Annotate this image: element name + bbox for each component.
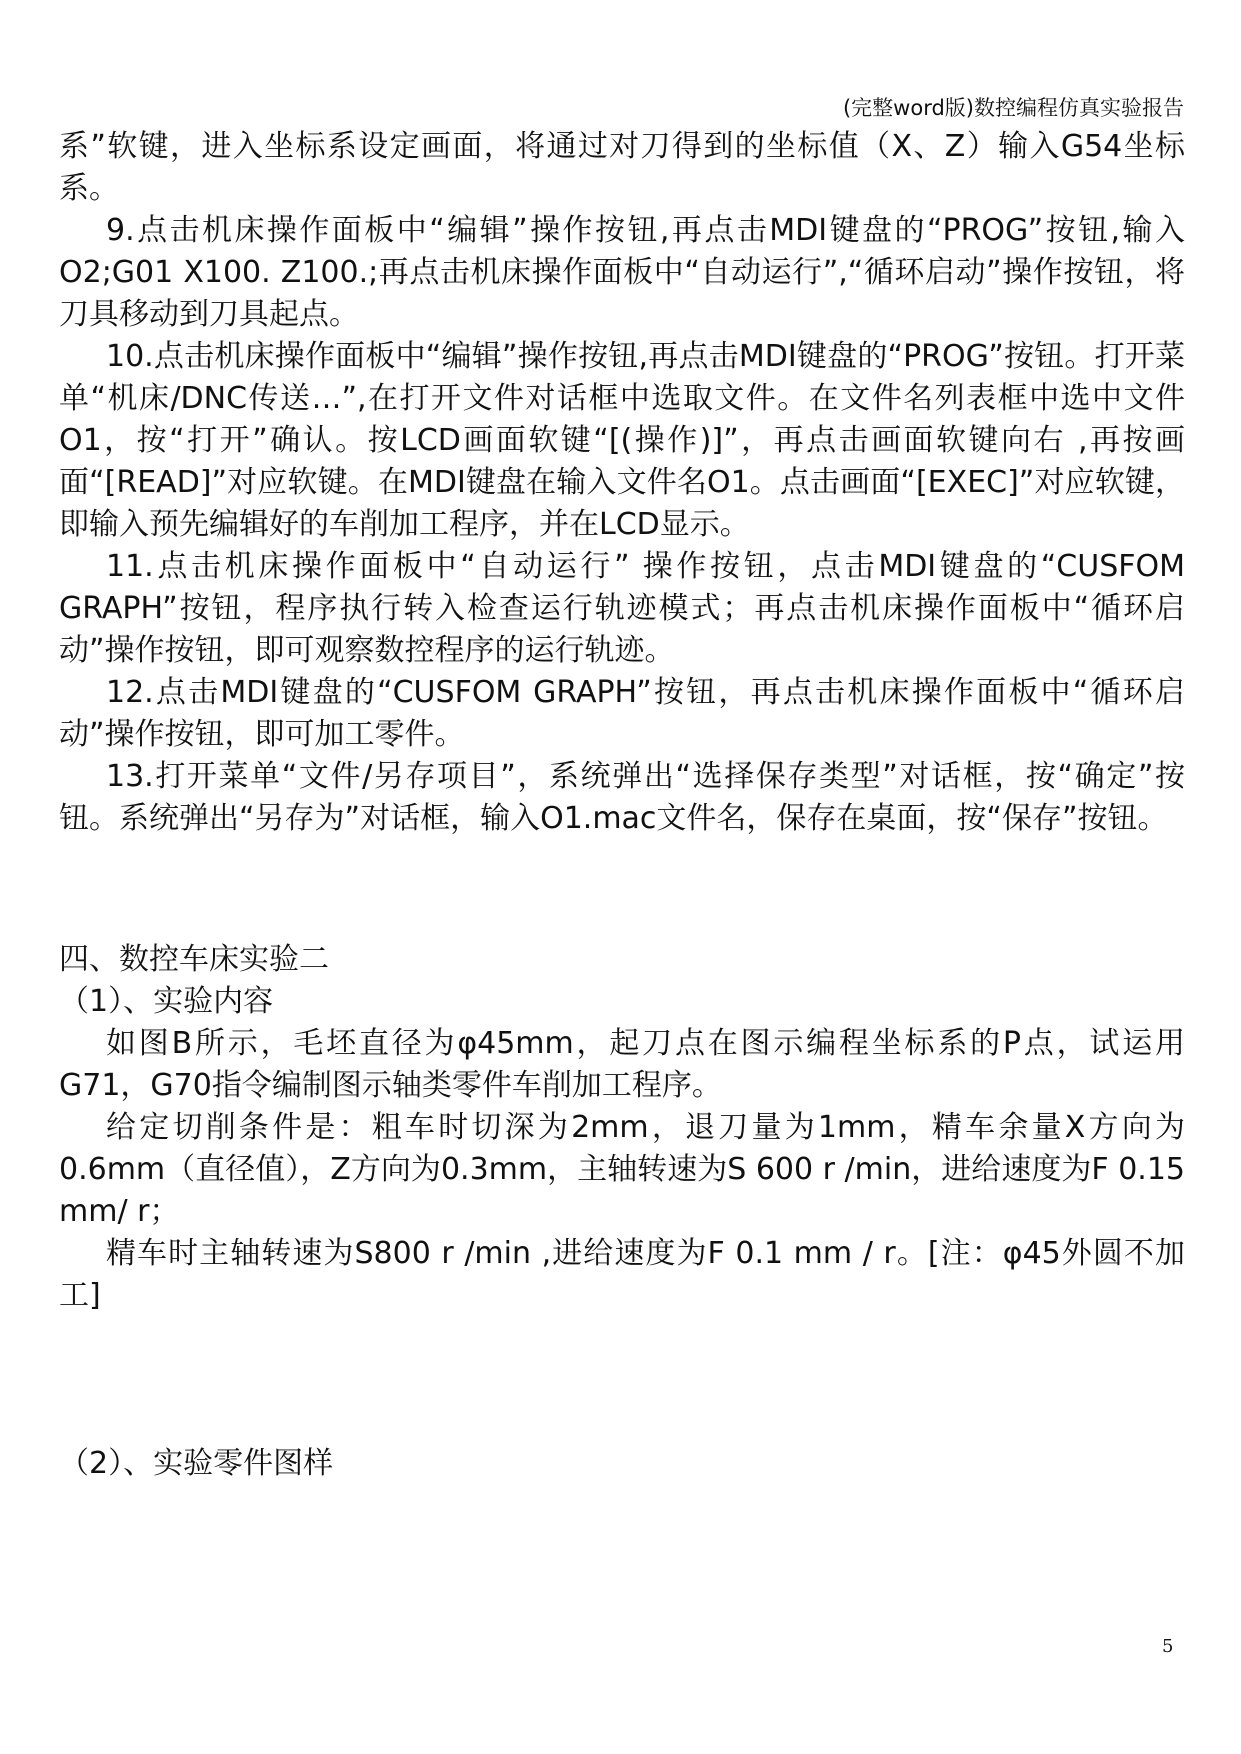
step-9-paragraph: 9.点击机床操作面板中“编辑”操作按钮,再点击MDI键盘的“PROG”按钮,输入O2;G01 X100. Z100.;再点击机床操作面板中“自动运行”,“循环启动”操作按钮，将刀具移动到刀具起点。 <box>59 213 1185 332</box>
step-10-paragraph: 10.点击机床操作面板中“编辑”操作按钮,再点击MDI键盘的“PROG”按钮。打开菜单“机床/DNC传送…”,在打开文件对话框中选取文件。在文件名列表框中选中文件O1，按“打开”确认。按LCD画面软键“[(操作)]”，再点击画面软键向右 ,再按画面“[READ]”对应软键。在MDI键盘在输入文件名O1。点击画面“[EXEC]”对应软键，即输入预先编辑好的车削加工程序，并在LCD显示。 <box>59 339 1185 542</box>
page-number: 5 <box>1162 1636 1174 1657</box>
spacer <box>59 840 1185 939</box>
document-body <box>59 126 1185 1485</box>
section-heading: 四、数控车床实验二 <box>59 942 329 977</box>
paragraph-continuation: 系”软键，进入坐标系设定画面，将通过对刀得到的坐标值（X、Z）输入G54坐标系。 <box>59 129 1185 206</box>
experiment-content-paragraph: 如图B所示，毛坯直径为φ45mm，起刀点在图示编程坐标系的P点，试运用G71，G70指令编制图示轴类零件车削加工程序。 <box>59 1026 1185 1103</box>
document-header-title: (完整word版)数控编程仿真实验报告 <box>842 96 1184 120</box>
finishing-conditions-paragraph: 精车时主轴转速为S800 r /min ,进给速度为F 0.1 mm / r。[注：φ45外圆不加工] <box>59 1236 1185 1313</box>
step-11-paragraph: 11.点击机床操作面板中“自动运行” 操作按钮，点击MDI键盘的“CUSFOM GRAPH”按钮，程序执行转入检查运行轨迹模式；再点击机床操作面板中“循环启动”操作按钮，即可观察数控程序的运行轨迹。 <box>59 549 1185 668</box>
step-13-paragraph: 13.打开菜单“文件/另存项目”，系统弹出“选择保存类型”对话框，按“确定”按钮。系统弹出“另存为”对话框，输入O1.mac文件名，保存在桌面，按“保存”按钮。 <box>59 759 1185 836</box>
cutting-conditions-paragraph: 给定切削条件是：粗车时切深为2mm，退刀量为1mm，精车余量X方向为0.6mm（直径值），Z方向为0.3mm，主轴转速为S 600 r /min，进给速度为F 0.15 mm/ r； <box>59 1110 1185 1229</box>
spacer <box>59 1317 1185 1443</box>
subsection-heading-content: （1）、实验内容 <box>59 984 274 1019</box>
subsection-heading-drawing: （2）、实验零件图样 <box>59 1446 334 1481</box>
step-12-paragraph: 12.点击MDI键盘的“CUSFOM GRAPH”按钮，再点击机床操作面板中“循环启动”操作按钮，即可加工零件。 <box>59 675 1185 752</box>
